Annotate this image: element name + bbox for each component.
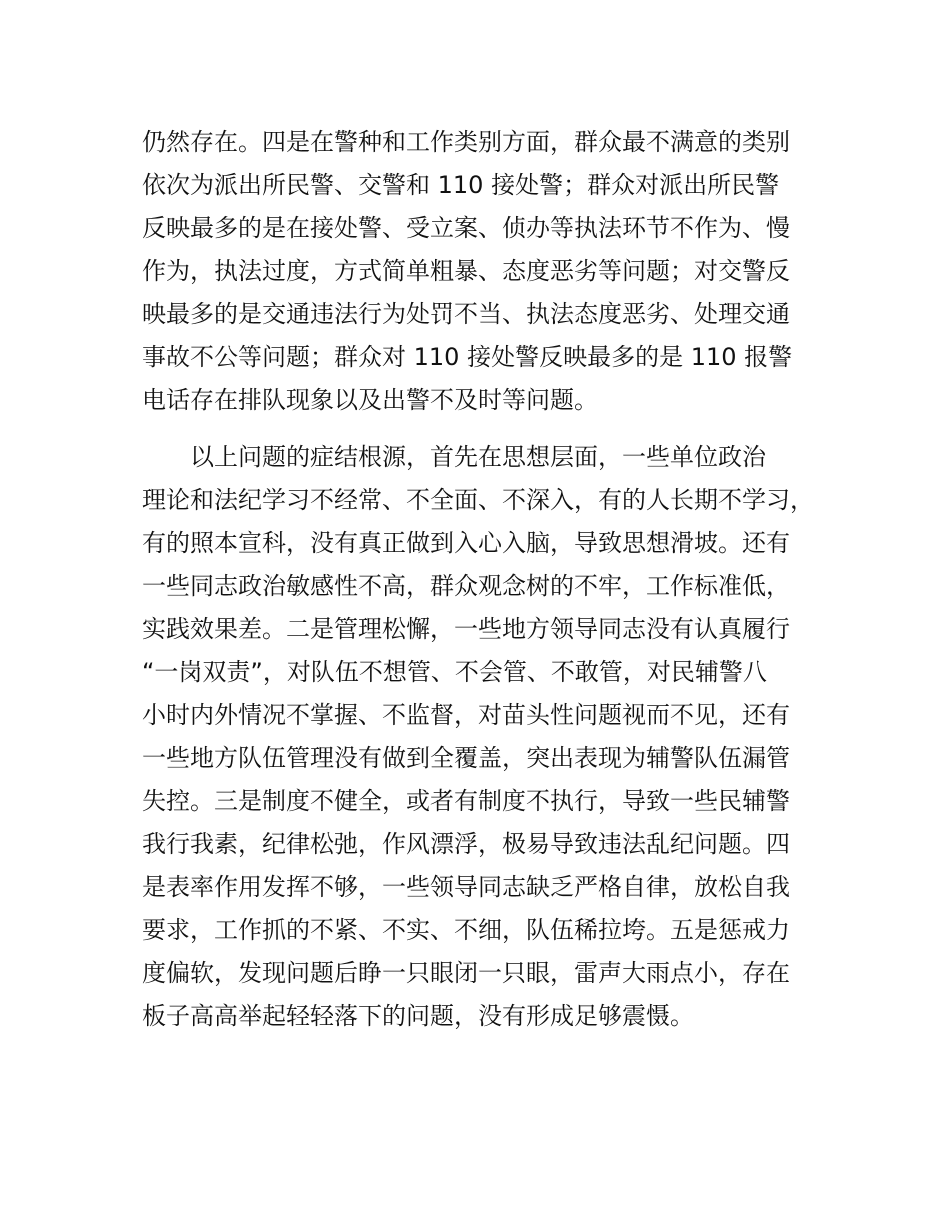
paragraph-line: 实践效果差。二是管理松懈，一些地方领导同志没有认真履行 bbox=[142, 615, 790, 643]
paragraph-line: 依次为派出所民警、交警和 110 接处警；群众对派出所民警 bbox=[142, 171, 780, 199]
paragraph-line: 有的照本宣科，没有真正做到入心入脑，导致思想滑坡。还有 bbox=[142, 529, 790, 557]
paragraph-line: 一些同志政治敏感性不高，群众观念树的不牢，工作标准低， bbox=[142, 572, 790, 600]
paragraph-line: 映最多的是交通违法行为处罚不当、执法态度恶劣、处理交通 bbox=[142, 300, 790, 328]
paragraph-line: 我行我素，纪律松弛，作风漂浮，极易导致违法乱纪问题。四 bbox=[142, 830, 790, 858]
paragraph-line: 小时内外情况不掌握、不监督，对苗头性问题视而不见，还有 bbox=[142, 701, 790, 729]
paragraph-line: 以上问题的症结根源，首先在思想层面，一些单位政治 bbox=[190, 443, 766, 471]
paragraph-line: 反映最多的是在接处警、受立案、侦办等执法环节不作为、慢 bbox=[142, 214, 790, 242]
paragraph-line: 失控。三是制度不健全，或者有制度不执行，导致一些民辅警 bbox=[142, 787, 790, 815]
paragraph-line: 度偏软，发现问题后睁一只眼闭一只眼，雷声大雨点小，存在 bbox=[142, 959, 790, 987]
paragraph-line: 电话存在排队现象以及出警不及时等问题。 bbox=[142, 386, 598, 414]
paragraph-2 bbox=[142, 436, 842, 1038]
paragraph-line: 作为，执法过度，方式简单粗暴、态度恶劣等问题；对交警反 bbox=[142, 257, 790, 285]
paragraph-line: 仍然存在。四是在警种和工作类别方面，群众最不满意的类别 bbox=[142, 128, 790, 156]
paragraph-line: 事故不公等问题；群众对 110 接处警反映最多的是 110 报警 bbox=[142, 343, 793, 371]
paragraph-1 bbox=[142, 121, 842, 422]
paragraph-line: 理论和法纪学习不经常、不全面、不深入，有的人长期不学习， bbox=[142, 486, 814, 514]
paragraph-line: “一岗双责”，对队伍不想管、不会管、不敢管，对民辅警八 bbox=[142, 658, 767, 686]
document-body bbox=[142, 121, 842, 1038]
paragraph-line: 一些地方队伍管理没有做到全覆盖，突出表现为辅警队伍漏管 bbox=[142, 744, 790, 772]
paragraph-line: 是表率作用发挥不够，一些领导同志缺乏严格自律，放松自我 bbox=[142, 873, 790, 901]
paragraph-line: 要求，工作抓的不紧、不实、不细，队伍稀拉垮。五是惩戒力 bbox=[142, 916, 790, 944]
paragraph-line: 板子高高举起轻轻落下的问题，没有形成足够震慑。 bbox=[142, 1002, 694, 1030]
